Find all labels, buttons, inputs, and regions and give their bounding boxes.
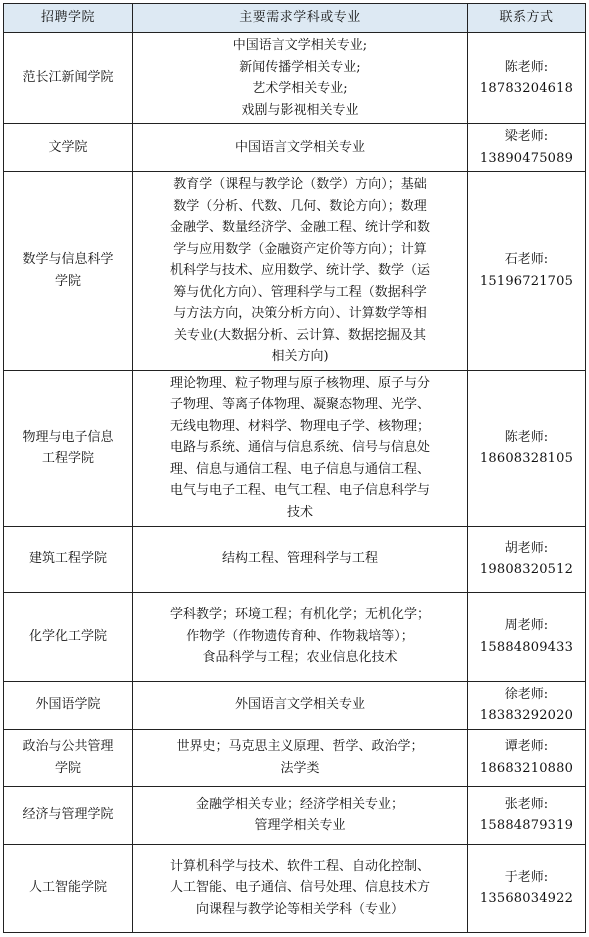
majors-cell-line: 电气与电子工程、电气工程、电子信息科学与 bbox=[169, 483, 430, 499]
majors-cell bbox=[133, 592, 468, 681]
majors-cell bbox=[133, 33, 468, 124]
college-name-line: 范长江新闻学院 bbox=[22, 70, 114, 86]
contact-phone: 18683210880 bbox=[479, 760, 574, 776]
college-name bbox=[4, 370, 133, 526]
contact-phone: 15196721705 bbox=[479, 273, 574, 289]
college-name-line: 物理与电子信息 bbox=[22, 429, 114, 445]
contact-name: 张老师: bbox=[504, 796, 549, 812]
college-name bbox=[4, 592, 133, 681]
college-name bbox=[4, 33, 133, 124]
table-row bbox=[4, 526, 586, 592]
college-name bbox=[4, 172, 133, 371]
majors-cell-line: 食品科学与工程；农业信息化技术 bbox=[202, 650, 398, 666]
majors-cell-line: 金融学、数量经济学、金融工程、统计学和数 bbox=[169, 220, 430, 235]
majors-cell-line: 外国语言文学相关专业 bbox=[234, 697, 365, 713]
college-name bbox=[4, 526, 133, 592]
majors-cell-line: 新闻传播学相关专业; bbox=[239, 59, 361, 75]
majors-cell-line: 向课程与教学论等相关学科（专业） bbox=[195, 901, 404, 917]
majors-cell-line: 与方法方向，决策分析方向）、计算数学等相 bbox=[173, 306, 427, 321]
majors-cell-line: 计算机科学与技术、软件工程、自动化控制、 bbox=[169, 858, 430, 874]
majors-cell bbox=[133, 124, 468, 172]
contact-name: 周老师: bbox=[504, 618, 549, 633]
contact-name: 石老师: bbox=[504, 252, 549, 268]
contact-cell bbox=[468, 729, 586, 786]
contact-cell bbox=[468, 172, 586, 371]
majors-cell-line: 结构工程、管理科学与工程 bbox=[221, 551, 378, 567]
majors-cell-line: 金融学相关专业；经济学相关专业； bbox=[195, 796, 404, 812]
college-name-line: 建筑工程学院 bbox=[28, 551, 107, 567]
contact-phone: 15884809433 bbox=[479, 639, 574, 655]
contact-cell bbox=[468, 592, 586, 681]
header-row bbox=[4, 4, 586, 33]
majors-cell-line: 子物理、等离子体物理、凝聚态物理、光学、 bbox=[169, 397, 430, 413]
majors-cell-line: 作物学（作物遗传育种、作物栽培等）； bbox=[186, 628, 414, 644]
majors-cell-line: 艺术学相关专业; bbox=[252, 81, 348, 96]
table-row bbox=[4, 681, 586, 729]
contact-phone: 13890475089 bbox=[479, 150, 574, 166]
table-row bbox=[4, 172, 586, 371]
contact-name: 梁老师: bbox=[504, 129, 549, 144]
contact-name: 于老师: bbox=[504, 869, 549, 885]
majors-cell-line: 学科教学；环境工程；有机化学；无机化学； bbox=[169, 607, 430, 623]
table-body bbox=[4, 33, 586, 933]
majors-cell bbox=[133, 526, 468, 592]
contact-name: 陈老师: bbox=[504, 59, 549, 75]
majors-cell-line: 筹与优化方向）、管理科学与工程（数据科学 bbox=[173, 284, 427, 300]
majors-cell-line: 数学（分析、代数、几何、数论方向）；数理 bbox=[173, 198, 427, 214]
majors-cell bbox=[133, 681, 468, 729]
majors-cell bbox=[133, 729, 468, 786]
majors-cell-line: 机科学与技术、应用数学、统计学、数学（运 bbox=[169, 263, 430, 278]
college-name bbox=[4, 729, 133, 786]
contact-cell bbox=[468, 844, 586, 932]
contact-cell bbox=[468, 124, 586, 172]
contact-phone: 18783204618 bbox=[479, 81, 574, 96]
contact-phone: 15884879319 bbox=[479, 818, 574, 833]
college-name-line: 经济与管理学院 bbox=[22, 807, 114, 823]
college-name-line: 工程学院 bbox=[41, 451, 94, 466]
majors-cell-line: 戏剧与影视相关专业 bbox=[241, 102, 359, 118]
contact-name: 谭老师: bbox=[504, 739, 549, 754]
college-name-line: 数学与信息科学 bbox=[22, 252, 114, 268]
college-name-line: 学院 bbox=[54, 273, 81, 289]
majors-cell-line: 理、信息与通信工程、电子信息与通信工程、 bbox=[169, 461, 430, 477]
contact-cell bbox=[468, 681, 586, 729]
college-name bbox=[4, 124, 133, 172]
majors-cell bbox=[133, 370, 468, 526]
contact-name: 胡老师: bbox=[504, 540, 549, 556]
contact-name: 陈老师: bbox=[504, 429, 549, 445]
header-college: 招聘学院 bbox=[4, 4, 133, 33]
table-row bbox=[4, 844, 586, 932]
college-name bbox=[4, 786, 133, 844]
contact-cell bbox=[468, 526, 586, 592]
recruitment-table bbox=[3, 3, 586, 933]
college-name bbox=[4, 844, 133, 932]
contact-name: 徐老师: bbox=[504, 686, 549, 702]
majors-cell-line: 技术 bbox=[286, 504, 313, 520]
majors-cell bbox=[133, 844, 468, 932]
majors-cell-line: 管理学相关专业 bbox=[254, 818, 346, 833]
contact-cell bbox=[468, 786, 586, 844]
college-name-line: 人工智能学院 bbox=[28, 880, 107, 896]
header-contact: 联系方式 bbox=[468, 4, 586, 33]
majors-cell-line: 相关方向) bbox=[271, 349, 329, 364]
majors-cell-line: 中国语言文学相关专业; bbox=[232, 38, 368, 53]
contact-cell bbox=[468, 370, 586, 526]
college-name-line: 化学化工学院 bbox=[28, 628, 107, 644]
contact-phone: 13568034922 bbox=[479, 891, 574, 906]
majors-cell bbox=[133, 786, 468, 844]
majors-cell-line: 世界史；马克思主义原理、哲学、政治学； bbox=[176, 739, 424, 754]
college-name bbox=[4, 681, 133, 729]
table-row bbox=[4, 124, 586, 172]
majors-cell-line: 人工智能、电子通信、信号处理、信息技术方 bbox=[169, 880, 430, 896]
majors-cell-line: 中国语言文学相关专业 bbox=[234, 139, 365, 155]
college-name-line: 政治与公共管理 bbox=[22, 739, 114, 754]
table-row bbox=[4, 592, 586, 681]
contact-phone: 18383292020 bbox=[479, 708, 574, 723]
table-row bbox=[4, 786, 586, 844]
college-name-line: 外国语学院 bbox=[35, 697, 101, 713]
table-row bbox=[4, 729, 586, 786]
majors-cell-line: 电路与系统、通信与信息系统、信号与信息处 bbox=[169, 440, 430, 456]
majors-cell-line: 法学类 bbox=[280, 760, 320, 776]
contact-cell bbox=[468, 33, 586, 124]
majors-cell-line: 无线电物理、材料学、物理电子学、核物理； bbox=[169, 418, 430, 434]
majors-cell-line: 教育学（课程与教学论（数学）方向）；基础 bbox=[173, 177, 427, 192]
college-name-line: 文学院 bbox=[48, 139, 88, 155]
contact-phone: 19808320512 bbox=[479, 562, 574, 577]
table-row bbox=[4, 370, 586, 526]
majors-cell-line: 关专业(大数据分析、云计算、数据挖掘及其 bbox=[173, 327, 427, 343]
majors-cell-line: 学与应用数学（金融资产定价等方向）；计算 bbox=[173, 241, 427, 257]
majors-cell-line: 理论物理、粒子物理与原子核物理、原子与分 bbox=[169, 375, 430, 391]
college-name-line: 学院 bbox=[54, 760, 81, 776]
header-majors: 主要需求学科或专业 bbox=[133, 4, 468, 33]
table-row bbox=[4, 33, 586, 124]
majors-cell bbox=[133, 172, 468, 371]
contact-phone: 18608328105 bbox=[479, 451, 574, 466]
